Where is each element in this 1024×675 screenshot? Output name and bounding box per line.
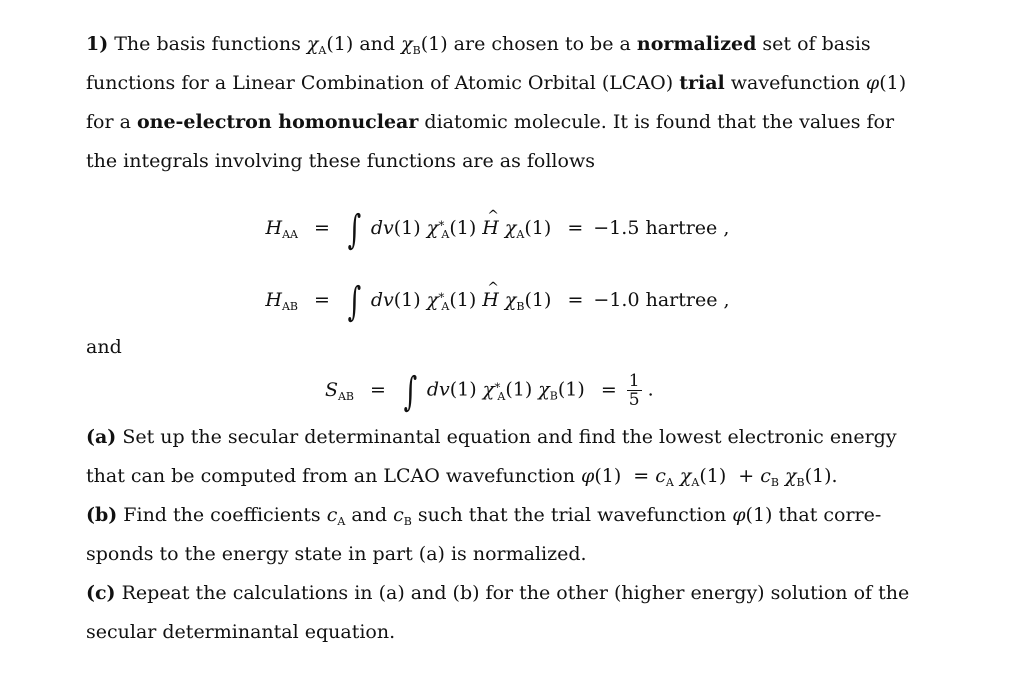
problem-number: 1) [86,33,109,55]
and-text: and [86,336,122,358]
intro-line-1: 1) The basis functions $\chi_A(1)$ and $\chi_B(1)$ are chosen to be a normalized set of basis [86,33,871,57]
equation-hab: $H_{AB}$ = ∫ dv(1) $\chi^∗_A(1)$ ^ H $\chi_B(1) = -1.0$ hartree , [262,283,730,319]
equation-haa: $H_{AA}$ = ∫ dv(1) $\chi^∗_A(1)$ ^ H $\chi_A(1) = -1.5$ hartree , [262,211,729,247]
intro-line-4: the integrals involving these functions are as follows [86,150,595,172]
trial-term: trial [679,72,725,94]
part-b-line-2: sponds to the energy state in part (a) is normalized. [86,543,587,565]
part-c-label: (c) [86,582,116,604]
part-c-line-2: secular determinantal equation. [86,621,396,643]
sab-fraction: $\frac{1}{5}$ [628,371,640,410]
part-a-line-1: (a) Set up the secular determinantal equation and find the lowest electronic energy [86,426,897,448]
intro-line-2: functions for a Linear Combination of Atomic Orbital (LCAO) trial wavefunction φ(1) [86,72,907,94]
intro-line-3: for a one-electron homonuclear diatomic molecule. It is found that the values for [86,111,895,133]
part-a-label: (a) [86,426,117,448]
equation-sab: $S_{AB}$ = ∫ dv(1) $\chi^∗_A(1) \chi_B(1)$ = $\frac{1}{5}$ . [324,368,654,415]
haa-value: −1.5 hartree , [593,217,730,239]
hamiltonian-operator: ^ H [482,288,499,312]
part-c-line-1: (c) Repeat the calculations in (a) and (b) for the other (higher energy) solution of the [86,582,910,604]
normalized-term: normalized [636,33,757,55]
part-b-line-1: (b) Find the coefficients $c_A$ and $c_B$ such that the trial wavefunction φ(1) that corre- [86,504,882,528]
hamiltonian-operator: ^ H [482,216,499,240]
integral-sign: ∫ [347,207,362,253]
integral-sign: ∫ [347,279,362,325]
one-electron-term: one-electron homonuclear [136,111,419,133]
integral-sign: ∫ [403,368,418,415]
part-a-line-2: that can be computed from an LCAO wavefunction $\varphi(1) = c_A$ $\chi_A(1) + c_B$ $\chi_B(1)$. [86,465,838,489]
hab-value: −1.0 hartree , [593,289,730,311]
part-b-label: (b) [86,504,118,526]
